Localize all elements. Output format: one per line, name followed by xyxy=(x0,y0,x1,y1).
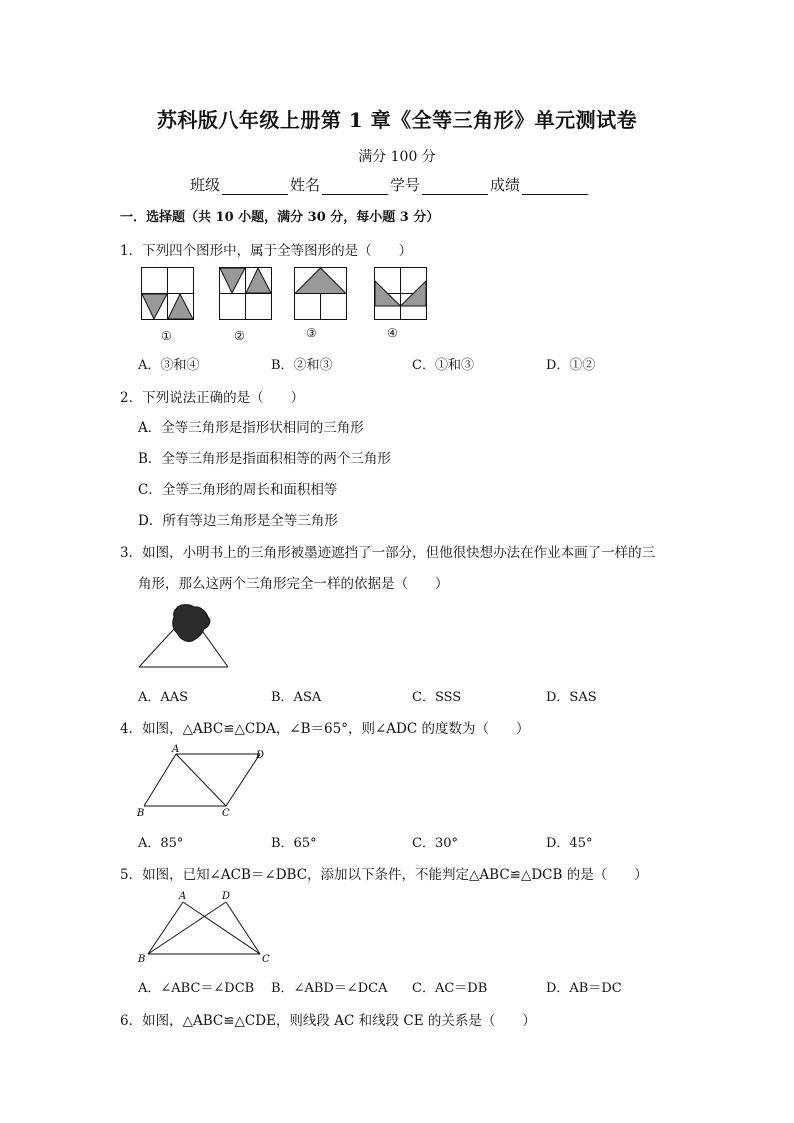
question-1-stem: 1．下列四个图形中，属于全等图形的是（ ） xyxy=(120,243,413,259)
point-d-label: D xyxy=(256,750,265,761)
point-a-label: A xyxy=(179,891,187,902)
class-blank[interactable] xyxy=(222,178,288,195)
name-blank[interactable] xyxy=(322,178,388,195)
student-info-row xyxy=(190,174,590,195)
q4-option-a[interactable]: A．85° xyxy=(138,836,184,851)
q1-figure-3 xyxy=(294,267,348,321)
q4-option-d[interactable]: D．45° xyxy=(546,836,593,851)
q2-option-a[interactable]: A．全等三角形是指形状相同的三角形 xyxy=(138,420,364,436)
q3-option-c[interactable]: C．SSS xyxy=(412,690,462,705)
q5-option-d[interactable]: D．AB＝DC xyxy=(546,981,622,996)
q1-figure-1 xyxy=(141,267,195,321)
question-4-stem: 4．如图，△ABC≌△CDA，∠B＝65°，则∠ADC 的度数为（ ） xyxy=(120,721,530,737)
name-label: 姓名 xyxy=(290,176,321,194)
q3-option-a[interactable]: A．AAS xyxy=(138,690,189,705)
question-2-stem: 2．下列说法正确的是（ ） xyxy=(120,390,305,406)
q1-option-c[interactable]: C．①和③ xyxy=(412,358,474,373)
number-label: 学号 xyxy=(390,176,421,194)
q5-option-c[interactable]: C．AC＝DB xyxy=(412,981,488,996)
score-blank[interactable] xyxy=(522,178,588,195)
q1-figure-label-1: ① xyxy=(161,329,172,343)
q3-option-b[interactable]: B．ASA xyxy=(271,690,322,705)
q1-option-b[interactable]: B．②和③ xyxy=(271,358,333,373)
q1-figure-label-3: ③ xyxy=(306,326,317,340)
q1-figure-label-4: ④ xyxy=(387,326,398,340)
q4-option-c[interactable]: C．30° xyxy=(412,836,458,851)
q1-figure-4 xyxy=(374,267,428,321)
score-label: 成绩 xyxy=(490,176,521,194)
number-blank[interactable] xyxy=(422,178,488,195)
question-3-stem-line-1: 3．如图，小明书上的三角形被墨迹遮挡了一部分，但他很快想办法在作业本画了一样的三 xyxy=(120,545,656,561)
page-title: 苏科版八年级上册第 1 章《全等三角形》单元测试卷 xyxy=(156,108,638,132)
q5-triangles-figure xyxy=(136,890,276,966)
point-d-label: D xyxy=(222,891,231,902)
q4-option-b[interactable]: B．65° xyxy=(271,836,317,851)
q2-option-d[interactable]: D．所有等边三角形是全等三角形 xyxy=(138,513,338,529)
point-c-label: C xyxy=(222,808,230,819)
q2-option-b[interactable]: B．全等三角形是指面积相等的两个三角形 xyxy=(138,451,391,467)
point-b-label: B xyxy=(138,954,146,965)
q1-figure-label-2: ② xyxy=(234,329,245,343)
q3-option-d[interactable]: D．SAS xyxy=(546,690,597,705)
question-5-stem: 5．如图，已知∠ACB＝∠DBC，添加以下条件，不能判定△ABC≌△DCB 的是（ ） xyxy=(120,867,648,883)
point-c-label: C xyxy=(262,954,270,965)
ink-blot xyxy=(173,605,210,642)
full-score: 满分 100 分 xyxy=(358,149,436,165)
q4-parallelogram-figure xyxy=(136,744,276,820)
point-b-label: B xyxy=(137,808,145,819)
q1-option-a[interactable]: A．③和④ xyxy=(138,358,200,373)
q5-option-a[interactable]: A．∠ABC＝∠DCB xyxy=(138,981,255,996)
class-label: 班级 xyxy=(190,176,221,194)
q5-option-b[interactable]: B．∠ABD＝∠DCA xyxy=(271,981,388,996)
q3-ink-covered-triangle xyxy=(138,603,230,669)
section-heading: 一．选择题（共 10 小题，满分 30 分，每小题 3 分） xyxy=(120,210,440,225)
q1-figure-2 xyxy=(219,267,273,321)
q2-option-c[interactable]: C．全等三角形的周长和面积相等 xyxy=(138,482,338,498)
question-3-stem-line-2: 角形，那么这两个三角形完全一样的依据是（ ） xyxy=(138,576,449,592)
q1-option-d[interactable]: D．①② xyxy=(546,358,596,373)
point-a-label: A xyxy=(172,744,180,755)
question-6-stem: 6．如图，△ABC≌△CDE，则线段 AC 和线段 CE 的关系是（ ） xyxy=(120,1013,536,1029)
